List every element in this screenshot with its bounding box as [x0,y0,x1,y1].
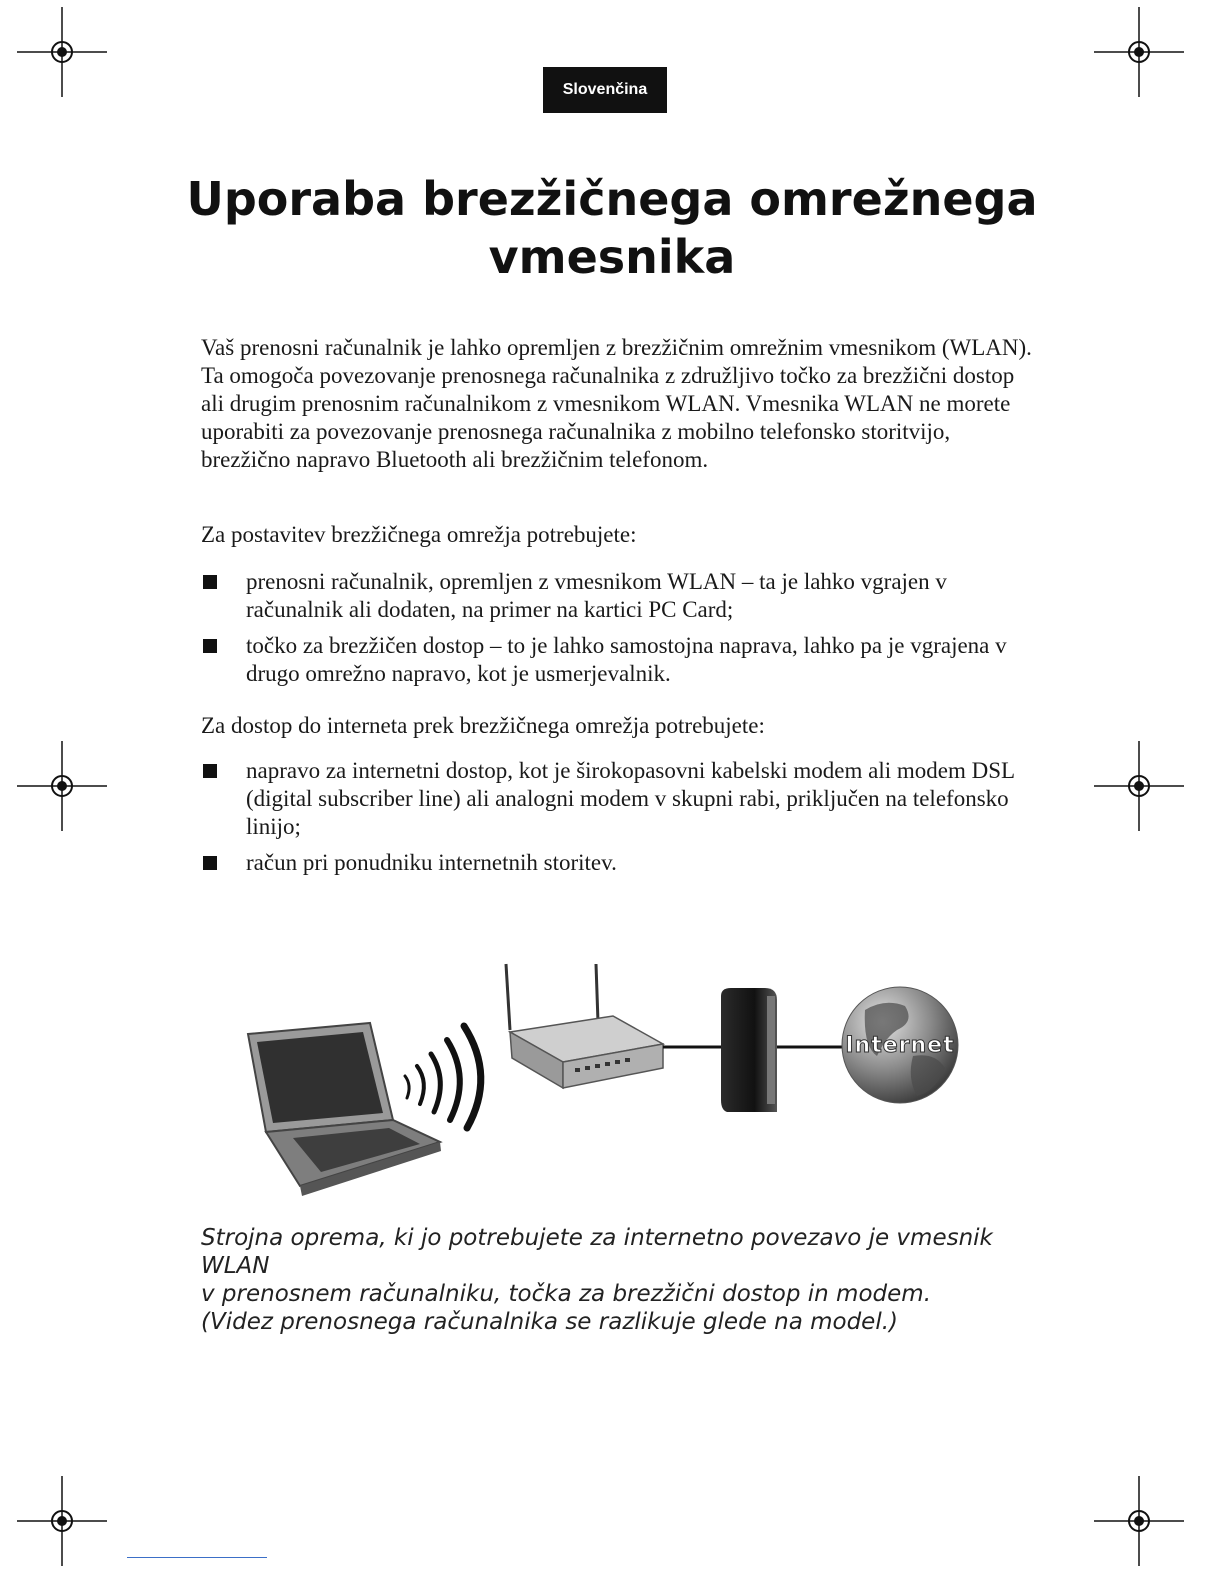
wireless-signal-icon [405,1026,481,1128]
registration-mark-mid-right [1094,741,1184,831]
bullet-square-icon [203,764,217,778]
footer-line [127,1557,267,1558]
page-title-line-2: vmesnika [488,230,736,284]
list-item [201,632,1041,688]
caption-line-1: Strojna oprema, ki jo potrebujete za internetno povezavo je vmesnik WLAN [201,1225,993,1279]
internet-requirements-list [201,757,1041,885]
registration-mark-mid-left [17,741,107,831]
list-item-text: račun pri ponudniku internetnih storitev. [246,850,617,875]
network-requirements-intro: Za postavitev brezžičnega omrežja potrebujete: [201,522,637,547]
page-title-line-1: Uporaba brezžičnega omrežnega [186,172,1038,226]
registration-mark-top-left [17,7,107,97]
list-item-text: točko za brezžičen dostop – to je lahko samostojna naprava, lahko pa je vgrajena v drugo omrežno napravo, kot je usmerjevalnik. [246,633,1007,686]
list-item [201,568,1041,624]
intro-paragraph: Vaš prenosni računalnik je lahko opremljen z brezžičnim omrežnim vmesnikom (WLAN). Ta omogoča povezovanje prenosnega računalnika z združljivo točko za brezžični dostop ali drugim prenosnim računalnikom z vmesnikom WLAN. Vmesnika WLAN ne morete uporabiti za povezovanje prenosnega računalnika z mobilno telefonsko storitvijo, brezžično napravo Bluetooth ali brezžičnim telefonom. [201,335,1032,472]
caption-line-2: v prenosnem računalniku, točka za brezžični dostop in modem. [201,1281,932,1307]
internet-requirements-intro: Za dostop do interneta prek brezžičnega omrežja potrebujete: [201,713,765,738]
wlan-setup-illustration [245,960,975,1200]
page-title [150,170,1074,286]
access-point-icon [506,964,663,1088]
bullet-square-icon [203,856,217,870]
list-item-text: prenosni računalnik, opremljen z vmesnikom WLAN – ta je lahko vgrajen v računalnik ali dodaten, na primer na kartici PC Card; [246,569,947,622]
list-item [201,757,1041,841]
caption-line-3: (Videz prenosnega računalnika se razlikuje glede na model.) [201,1309,899,1335]
bullet-square-icon [203,575,217,589]
globe-label: Internet [845,1033,955,1058]
language-tab: Slovenčina [543,67,667,113]
bullet-square-icon [203,639,217,653]
list-item [201,849,1041,877]
registration-mark-bottom-left [17,1476,107,1566]
network-requirements-list [201,568,1041,696]
list-item-text: napravo za internetni dostop, kot je širokopasovni kabelski modem ali modem DSL (digital subscriber line) ali analogni modem v skupni rabi, priključen na telefonsko linijo; [246,758,1015,839]
figure-caption [201,1224,1041,1336]
laptop-icon [248,1023,441,1196]
registration-mark-bottom-right [1094,1476,1184,1566]
registration-mark-top-right [1094,7,1184,97]
modem-icon [721,988,777,1112]
